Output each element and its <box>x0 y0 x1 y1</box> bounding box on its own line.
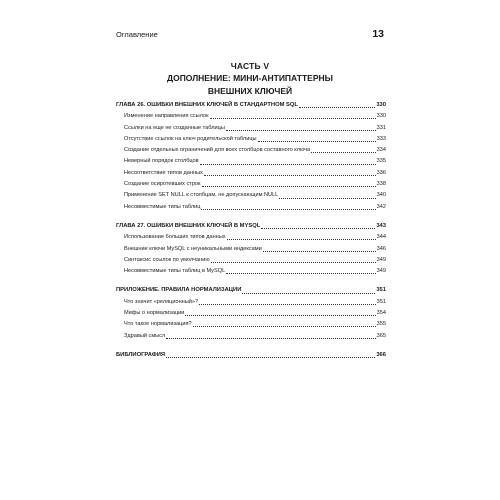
leader-dots <box>261 228 375 229</box>
part-heading <box>100 61 400 97</box>
part-title-line-2: ВНЕШНИХ КЛЮЧЕЙ <box>207 86 293 96</box>
leader-dots <box>166 357 375 358</box>
leader-dots <box>166 338 375 339</box>
toc-entry[interactable] <box>116 244 386 255</box>
part-label: ЧАСТЬ V <box>230 61 270 71</box>
leader-dots <box>185 315 375 316</box>
spacer <box>116 277 386 285</box>
toc-label: Внешние ключи MySQL с неуникальными индексами <box>124 245 262 252</box>
toc-chapter-26[interactable] <box>116 100 386 111</box>
running-header <box>116 28 384 40</box>
toc-page: 336 <box>376 169 386 176</box>
leader-dots <box>201 209 375 210</box>
toc-label: Несовместимые типы таблиц <box>124 203 201 210</box>
leader-dots <box>263 251 376 252</box>
leader-dots <box>227 239 376 240</box>
toc-page: 351 <box>376 298 386 305</box>
leader-dots <box>202 186 376 187</box>
toc-entry[interactable] <box>116 145 386 156</box>
leader-dots <box>279 198 375 199</box>
toc-page: 334 <box>376 147 386 154</box>
toc-entry[interactable] <box>116 111 386 122</box>
toc-page: 349 <box>376 256 386 263</box>
toc-label: Несовместимые типы таблиц в MySQL <box>124 268 226 275</box>
toc-label: Неверный порядок столбцов <box>124 158 199 165</box>
leader-dots <box>242 293 375 294</box>
spacer <box>116 342 386 350</box>
toc-entry[interactable] <box>116 308 386 319</box>
leader-dots <box>200 164 376 165</box>
toc-page: 346 <box>376 245 386 252</box>
toc-label: Ссылки на еще не созданные таблицы <box>124 124 225 131</box>
toc-entry[interactable] <box>116 179 386 190</box>
toc-entry[interactable] <box>116 266 386 277</box>
toc-label: ГЛАВА 26. ОШИБКИ ВНЕШНИХ КЛЮЧЕЙ В СТАНДАРТНОМ SQL <box>116 102 298 108</box>
section-title: Оглавление <box>116 30 158 39</box>
leader-dots <box>211 262 376 263</box>
toc-label: Здравый смысл <box>124 332 166 339</box>
leader-dots <box>226 273 375 274</box>
toc-entry[interactable] <box>116 331 386 342</box>
toc-page: 330 <box>376 113 386 120</box>
toc-label: Мифы о нормализации <box>124 310 185 317</box>
toc-label: Создание осиротевших строк <box>124 181 201 188</box>
toc-label: Отсутствие ссылок на ключ родительской таблицы <box>124 135 257 142</box>
toc-page: 366 <box>376 351 386 358</box>
toc-entry[interactable] <box>116 319 386 330</box>
page-number: 13 <box>372 28 384 40</box>
toc-entry[interactable] <box>116 297 386 308</box>
toc-chapter-27[interactable] <box>116 221 386 232</box>
leader-dots <box>193 326 376 327</box>
leader-dots <box>299 107 375 108</box>
toc-label: ГЛАВА 27. ОШИБКИ ВНЕШНИХ КЛЮЧЕЙ В MYSQL <box>116 222 261 229</box>
toc-label: Синтаксис ссылок по умолчанию <box>124 256 210 263</box>
toc-page: 343 <box>376 222 386 229</box>
toc-entry[interactable] <box>116 190 386 201</box>
toc-entry[interactable] <box>116 232 386 243</box>
toc-page: 340 <box>376 192 386 199</box>
toc-page: 342 <box>376 203 386 210</box>
spacer <box>116 213 386 221</box>
part-title-line-1: ДОПОЛНЕНИЕ: МИНИ-АНТИПАТТЕРНЫ <box>167 73 333 83</box>
toc-page: 344 <box>376 234 386 241</box>
toc-label: Несоответствие типов данных <box>124 169 203 176</box>
toc-entry[interactable] <box>116 255 386 266</box>
toc-label: Создание отдельных ограничений для всех столбцов составного ключа <box>124 147 311 154</box>
toc-page: 351 <box>376 287 386 294</box>
table-of-contents <box>116 100 386 361</box>
toc-label: ПРИЛОЖЕНИЕ. ПРАВИЛА НОРМАЛИЗАЦИИ <box>116 287 242 294</box>
leader-dots <box>258 141 376 142</box>
leader-dots <box>311 152 375 153</box>
toc-page: 365 <box>376 332 386 339</box>
toc-page: 355 <box>376 321 386 328</box>
leader-dots <box>199 304 376 305</box>
toc-page: 335 <box>376 158 386 165</box>
toc-label: Изменение направления ссылок <box>124 113 209 120</box>
toc-label: Что такое нормализация? <box>124 321 192 328</box>
toc-page: 333 <box>376 135 386 142</box>
toc-entry[interactable] <box>116 156 386 167</box>
toc-label: БИБЛИОГРАФИЯ <box>116 351 166 358</box>
toc-entry[interactable] <box>116 134 386 145</box>
toc-label: Применение SET NULL к столбцам, не допускающим NULL <box>124 192 279 199</box>
toc-page: 331 <box>376 124 386 131</box>
toc-page: 349 <box>376 268 386 275</box>
toc-page: 354 <box>376 310 386 317</box>
toc-page: 338 <box>376 181 386 188</box>
toc-entry[interactable] <box>116 202 386 213</box>
toc-entry[interactable] <box>116 168 386 179</box>
leader-dots <box>226 130 376 131</box>
toc-entry[interactable] <box>116 123 386 134</box>
toc-bibliography[interactable] <box>116 350 386 361</box>
leader-dots <box>204 175 376 176</box>
toc-label: Использование больших типов данных <box>124 234 226 241</box>
toc-appendix[interactable] <box>116 285 386 296</box>
toc-page: 330 <box>376 102 386 108</box>
toc-label: Что значит «реляционный»? <box>124 298 199 305</box>
leader-dots <box>210 118 376 119</box>
